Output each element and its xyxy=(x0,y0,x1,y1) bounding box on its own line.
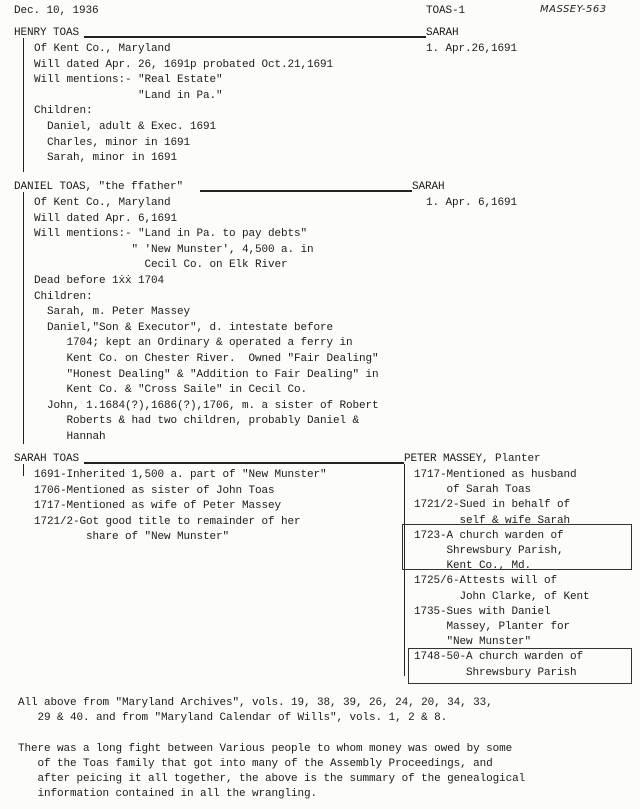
daniel-detail-line: Dead before 1ẋẋ 1704 xyxy=(34,275,165,287)
sarah-descent-line xyxy=(23,464,24,476)
peter-detail-line: 1735-Sues with Daniel xyxy=(414,605,551,618)
peter-descent-line xyxy=(404,464,405,676)
document-date: Dec. 10, 1936 xyxy=(14,5,99,17)
daniel-descent-line xyxy=(23,192,24,444)
church-warden-1723-box xyxy=(402,524,632,570)
daniel-detail-line: John, 1.1684(?),1686(?),1706, m. a sister of Robert xyxy=(34,399,379,412)
daniel-detail-line: Cecil Co. on Elk River xyxy=(34,259,288,272)
sarah-detail-line: 1721/2-Got good title to remainder of her xyxy=(34,515,301,528)
daniel-marriage-rule xyxy=(200,190,412,192)
summary-note-line: information contained in all the wrangling. xyxy=(18,788,318,800)
daniel-detail-line: Of Kent Co., Maryland xyxy=(34,197,171,209)
henry-detail-line: Of Kent Co., Maryland xyxy=(34,43,171,55)
handwritten-reference: MASSEY-563 xyxy=(540,4,607,15)
peter-detail-line: 1723-A church warden of xyxy=(414,529,564,542)
sources-line: All above from "Maryland Archives", vols. 19, 38, 39, 26, 24, 20, 34, 33, xyxy=(18,697,493,709)
daniel-detail-line: Children: xyxy=(34,290,93,303)
henry-toas-name: HENRY TOAS xyxy=(14,27,80,39)
henry-detail-line: Daniel, adult & Exec. 1691 xyxy=(34,121,217,133)
henry-spouse-note: 1. Apr.26,1691 xyxy=(426,43,518,55)
henry-detail-line: Sarah, minor in 1691 xyxy=(34,152,178,165)
peter-detail-line: self & wife Sarah xyxy=(414,514,571,527)
daniel-detail-line: Daniel,"Son & Executor", d. intestate before xyxy=(34,321,334,334)
peter-detail-line: John Clarke, of Kent xyxy=(414,590,590,603)
peter-detail-line: 1748-50-A church warden of xyxy=(414,651,584,664)
sarah-toas-name: SARAH TOAS xyxy=(14,453,80,465)
daniel-spouse-name: SARAH xyxy=(412,181,445,193)
summary-note-line: of the Toas family that got into many of the Assembly Proceedings, and xyxy=(18,758,493,770)
peter-detail-line: 1725/6-Attests will of xyxy=(414,575,558,588)
henry-detail-line: Will mentions:- "Real Estate" xyxy=(34,74,223,87)
daniel-detail-line: Roberts & had two children, probably Daniel & xyxy=(34,415,360,428)
daniel-detail-line: Kent Co. & "Cross Saile" in Cecil Co. xyxy=(34,384,308,397)
daniel-detail-line: Sarah, m. Peter Massey xyxy=(34,306,191,319)
peter-detail-line: Kent Co., Md. xyxy=(414,560,532,573)
daniel-detail-line: Will mentions:- "Land in Pa. to pay debts" xyxy=(34,228,308,241)
sources-line: 29 & 40. and from "Maryland Calendar of Wills", vols. 1, 2 & 8. xyxy=(18,712,448,724)
sarah-detail-line: 1691-Inherited 1,500 a. part of "New Munster" xyxy=(34,469,327,481)
sarah-detail-line: 1706-Mentioned as sister of John Toas xyxy=(34,484,275,497)
daniel-spouse-note: 1. Apr. 6,1691 xyxy=(426,197,518,209)
henry-detail-line: Charles, minor in 1691 xyxy=(34,136,191,149)
sarah-detail-line: 1717-Mentioned as wife of Peter Massey xyxy=(34,500,282,513)
daniel-detail-line: " 'New Munster', 4,500 a. in xyxy=(34,243,314,256)
henry-detail-line: Will dated Apr. 26, 1691p probated Oct.21,1691 xyxy=(34,58,334,71)
henry-spouse-name: SARAH xyxy=(426,27,459,39)
peter-detail-line: Massey, Planter for xyxy=(414,621,571,633)
church-warden-1748-box xyxy=(408,648,632,684)
sarah-detail-line: share of "New Munster" xyxy=(34,531,230,544)
henry-descent-line xyxy=(23,38,24,172)
daniel-detail-line: Hannah xyxy=(34,431,106,443)
daniel-detail-line: Kent Co. on Chester River. Owned "Fair Dealing" xyxy=(34,353,379,365)
daniel-detail-line: 1704; kept an Ordinary & operated a ferry in xyxy=(34,337,353,350)
peter-detail-line: 1721/2-Sued in behalf of xyxy=(414,499,571,512)
daniel-detail-line: "Honest Dealing" & "Addition to Fair Dealing" in xyxy=(34,368,379,381)
daniel-detail-line: Will dated Apr. 6,1691 xyxy=(34,212,178,225)
daniel-toas-name: DANIEL TOAS, "the ffather" xyxy=(14,181,184,193)
peter-massey-name: PETER MASSEY, Planter xyxy=(404,453,541,465)
henry-detail-line: "Land in Pa." xyxy=(34,89,223,102)
henry-detail-line: Children: xyxy=(34,105,93,118)
peter-detail-line: 1717-Mentioned as husband xyxy=(414,469,577,481)
henry-marriage-rule xyxy=(84,36,426,38)
summary-note-line: after peicing it all together, the above is the summary of the genealogical xyxy=(18,773,526,785)
peter-detail-line: "New Munster" xyxy=(414,636,532,649)
summary-note-line: There was a long fight between Various people to whom money was owed by some xyxy=(18,743,513,755)
peter-detail-line: Shrewsbury Parish, xyxy=(414,545,564,557)
peter-detail-line: Shrewsbury Parish xyxy=(414,666,577,679)
peter-detail-line: of Sarah Toas xyxy=(414,484,532,497)
sarah-marriage-rule xyxy=(84,462,404,464)
document-code: TOAS-1 xyxy=(426,5,466,17)
